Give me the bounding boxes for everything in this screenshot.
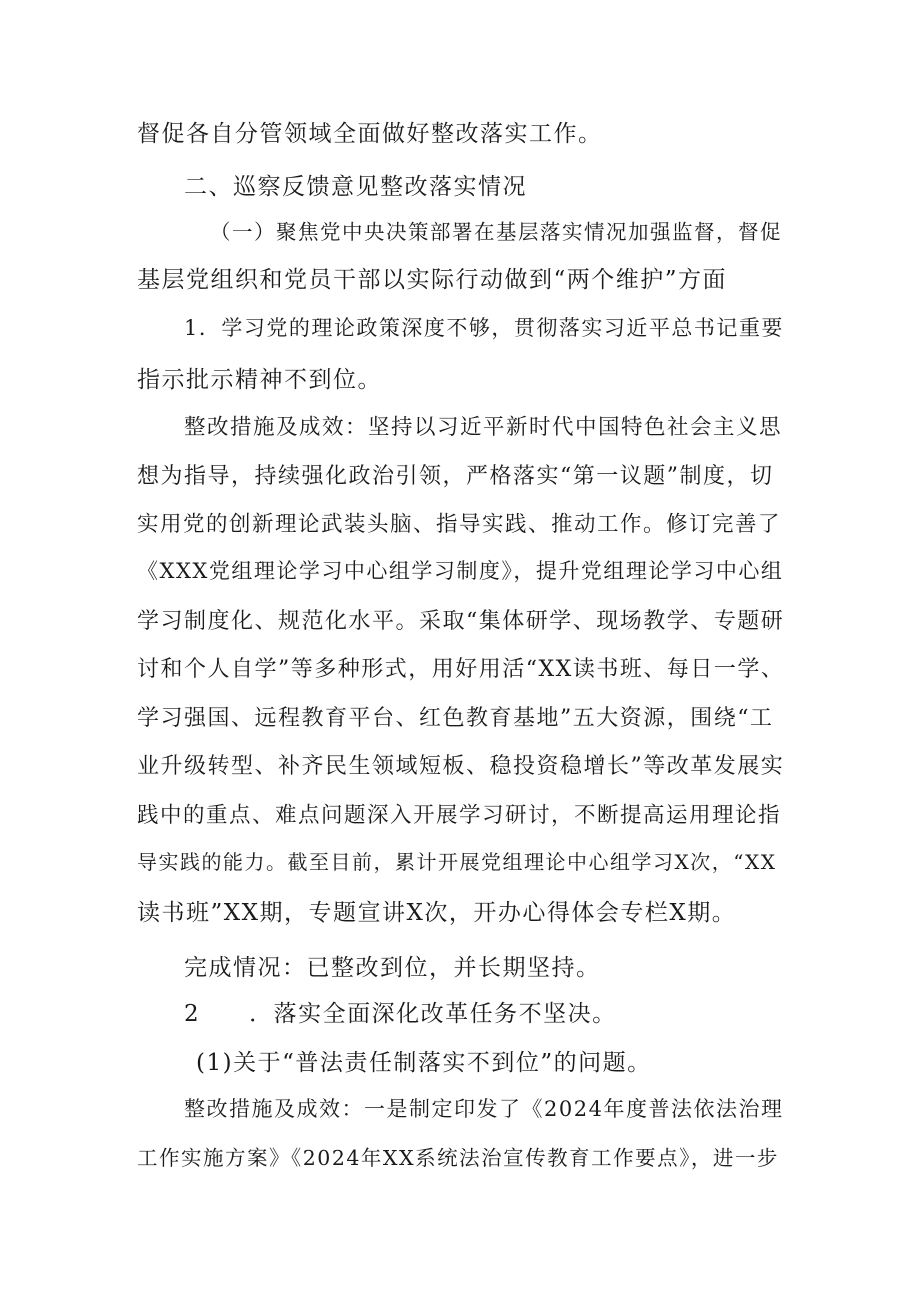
paragraph-line: 整改措施及成效：坚持以习近平新时代中国特色社会主义思 xyxy=(184,415,783,440)
paragraph-line: 学习强国、远程教育平台、红色教育基地”五大资源，围绕“工 xyxy=(137,706,774,731)
paragraph-line: 践中的重点、难点问题深入开展学习研讨，不断提高运用理论指 xyxy=(137,803,782,828)
paragraph-line: 想为指导，持续强化政治引领，严格落实“第一议题”制度，切 xyxy=(137,464,774,489)
status-line: 完成情况：已整改到位，并长期坚持。 xyxy=(184,955,601,981)
item-heading: 2 ．落实全面深化改革任务不坚决。 xyxy=(184,1001,617,1027)
paragraph-line: 讨和个人自学”等多种形式，用好用活“XX读书班、每日一学、 xyxy=(137,657,785,682)
section-heading: 二、巡察反馈意见整改落实情况 xyxy=(184,174,527,200)
paragraph-line: 实用党的创新理论武装头脑、指导实践、推动工作。修订完善了 xyxy=(137,512,782,537)
paragraph-line: 学习制度化、规范化水平。采取“集体研学、现场教学、专题研 xyxy=(137,609,785,634)
subsection-heading: （一）聚焦党中央决策部署在基层落实情况加强监督，督促 xyxy=(210,220,782,244)
subsection-heading: 基层党组织和党员干部以实际行动做到“两个维护”方面 xyxy=(137,267,728,293)
paragraph-line: 业升级转型、补齐民生领域短板、稳投资稳增长”等改革发展实 xyxy=(137,754,785,779)
item-subheading: (1)关于“普法责任制落实不到位”的问题。 xyxy=(196,1050,652,1076)
item-heading: 1．学习党的理论政策深度不够，贯彻落实习近平总书记重要 xyxy=(184,316,784,340)
paragraph-line: 读书班”XX期，专题宣讲X次，开办心得体会专栏X期。 xyxy=(137,900,737,926)
paragraph-line: 整改措施及成效：一是制定印发了《2024年度普法依法治理 xyxy=(184,1097,784,1121)
paragraph-line: 工作实施方案》《2024年XX系统法治宣传教育工作要点》，进一步 xyxy=(137,1146,779,1170)
paragraph-line: 《XXX党组理论学习中心组学习制度》，提升党组理论学习中心组 xyxy=(137,559,784,583)
paragraph-line: 督促各自分管领域全面做好整改落实工作。 xyxy=(137,121,603,147)
item-heading: 指示批示精神不到位。 xyxy=(137,367,382,393)
paragraph-line: 导实践的能力。截至目前，累计开展党组理论中心组学习X次，“XX xyxy=(137,850,777,874)
